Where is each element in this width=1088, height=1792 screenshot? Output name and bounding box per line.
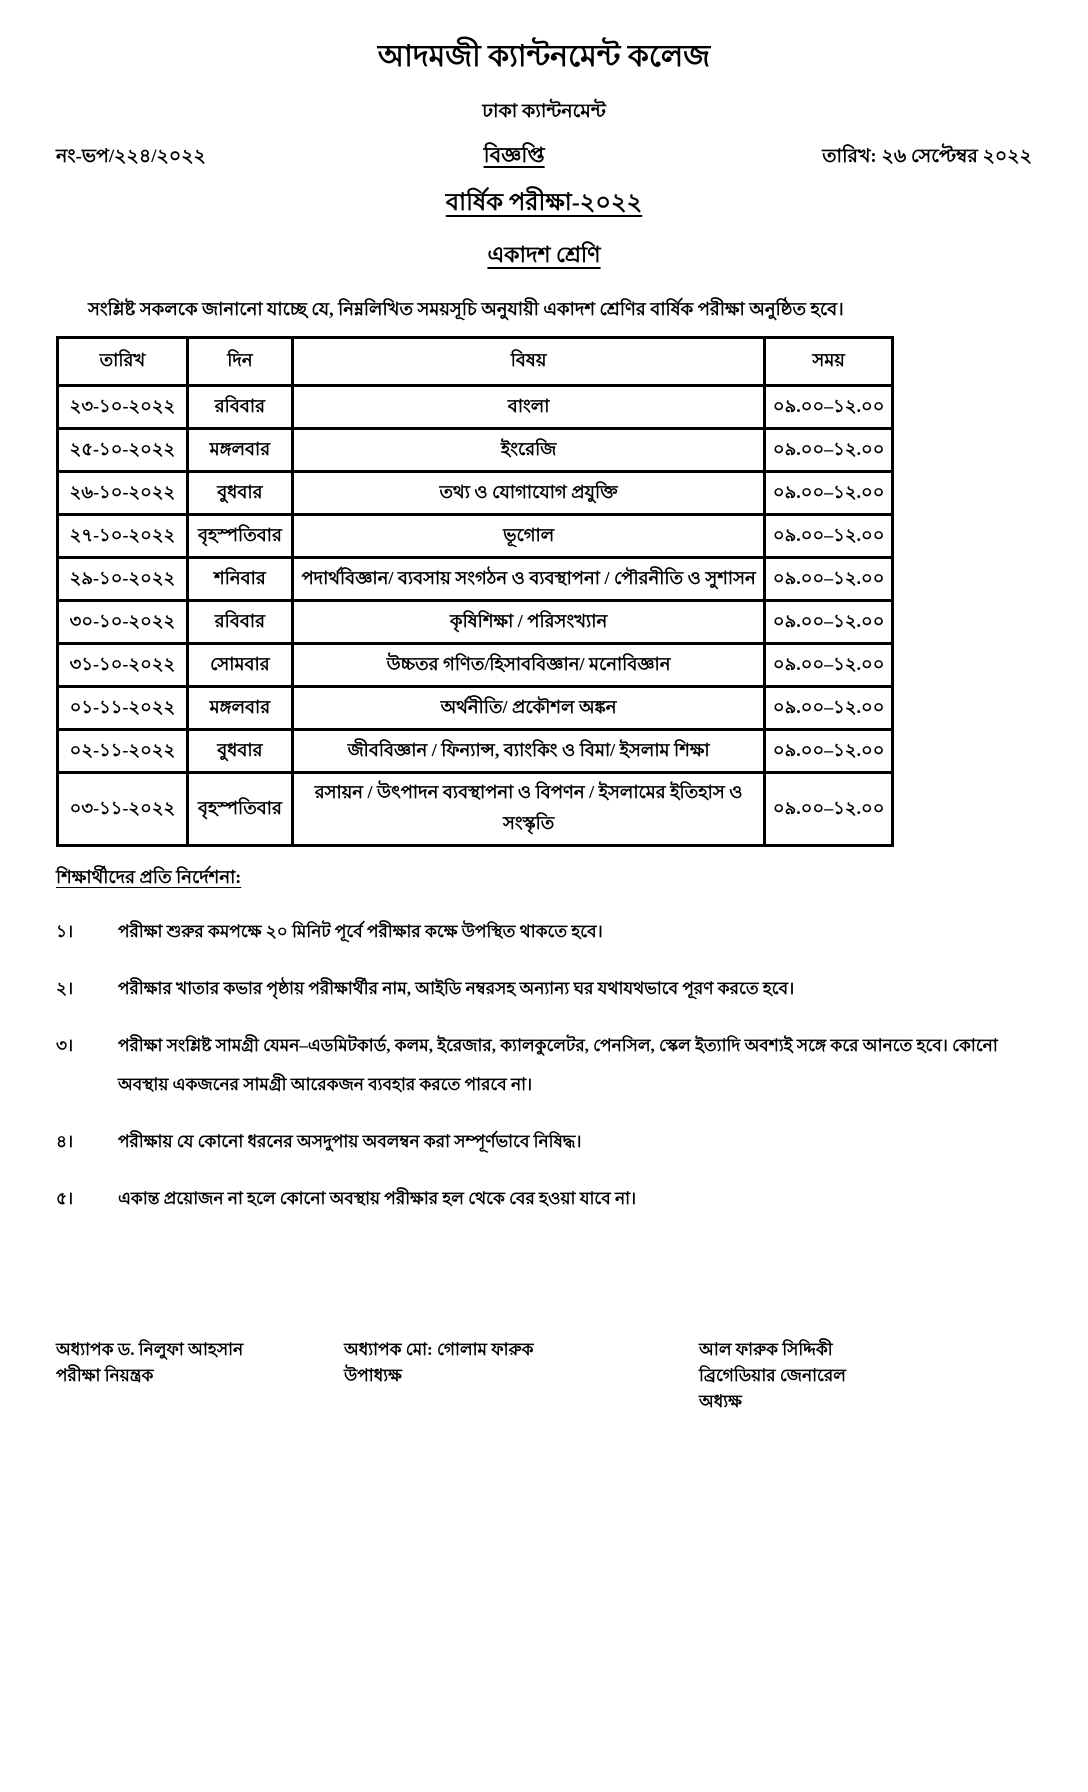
signature-exam-controller bbox=[56, 1337, 344, 1416]
instruction-number: ১। bbox=[56, 922, 74, 941]
column-header-day: দিন bbox=[187, 338, 292, 386]
signatory-title: অধ্যক্ষ bbox=[699, 1392, 742, 1412]
instruction-number: ৪। bbox=[56, 1132, 74, 1152]
cell-date: ২৩-১০-২০২২ bbox=[58, 386, 188, 429]
cell-time: ০৯.০০–১২.০০ bbox=[765, 515, 893, 558]
cell-time: ০৯.০০–১২.০০ bbox=[765, 601, 893, 644]
cell-date: ৩১-১০-২০২২ bbox=[58, 644, 188, 687]
table-row bbox=[58, 601, 893, 644]
exam-title: বার্ষিক পরীক্ষা-২০২২ bbox=[445, 190, 643, 216]
signatory-name: অধ্যাপক মো: গোলাম ফারুক bbox=[344, 1339, 534, 1359]
instructions-heading: শিক্ষার্থীদের প্রতি নির্দেশনা: bbox=[56, 867, 242, 887]
cell-subject: তথ্য ও যোগাযোগ প্রযুক্তি bbox=[292, 472, 764, 515]
instruction-text: পরীক্ষা শুরুর কমপক্ষে ২০ মিনিট পূর্বে পরীক্ষার কক্ষে উপস্থিত থাকতে হবে। bbox=[118, 922, 603, 941]
column-header-date: তারিখ bbox=[58, 338, 188, 386]
cell-date: ০১-১১-২০২২ bbox=[58, 687, 188, 730]
cell-time: ০৯.০০–১২.০০ bbox=[765, 687, 893, 730]
list-item bbox=[56, 1179, 1032, 1218]
signature-section bbox=[56, 1337, 1032, 1416]
table-row bbox=[58, 386, 893, 429]
cell-subject: কৃষিশিক্ষা / পরিসংখ্যান bbox=[292, 601, 764, 644]
instruction-text: পরীক্ষায় যে কোনো ধরনের অসদুপায় অবলম্বন করা সম্পূর্ণভাবে নিষিদ্ধ। bbox=[118, 1132, 582, 1152]
signatory-title: উপাধ্যক্ষ bbox=[344, 1365, 402, 1385]
cell-day: মঙ্গলবার bbox=[187, 429, 292, 472]
memo-row bbox=[56, 139, 1032, 174]
cell-subject: উচ্চতর গণিত/হিসাববিজ্ঞান/ মনোবিজ্ঞান bbox=[292, 644, 764, 687]
cell-day: রবিবার bbox=[187, 386, 292, 429]
signature-vice-principal bbox=[344, 1337, 699, 1416]
college-location: ঢাকা ক্যান্টনমেন্ট bbox=[482, 101, 606, 122]
table-row bbox=[58, 472, 893, 515]
cell-subject: ইংরেজি bbox=[292, 429, 764, 472]
cell-date: ৩০-১০-২০২২ bbox=[58, 601, 188, 644]
cell-date: ২৬-১০-২০২২ bbox=[58, 472, 188, 515]
list-item bbox=[56, 969, 1032, 1008]
table-header-row bbox=[58, 338, 893, 386]
table-row bbox=[58, 515, 893, 558]
notice-date: তারিখ: ২৬ সেপ্টেম্বর ২০২২ bbox=[822, 146, 1032, 167]
instruction-number: ৫। bbox=[56, 1189, 74, 1209]
cell-day: বুধবার bbox=[187, 730, 292, 773]
cell-day: মঙ্গলবার bbox=[187, 687, 292, 730]
cell-time: ০৯.০০–১২.০০ bbox=[765, 558, 893, 601]
instructions-section bbox=[56, 863, 1032, 1219]
column-header-time: সময় bbox=[765, 338, 893, 386]
cell-date: ২৭-১০-২০২২ bbox=[58, 515, 188, 558]
instruction-number: ২। bbox=[56, 979, 74, 999]
cell-subject: রসায়ন / উৎপাদন ব্যবস্থাপনা ও বিপণন / ইসলামের ইতিহাস ও সংস্কৃতি bbox=[292, 773, 764, 846]
cell-time: ০৯.০০–১২.০০ bbox=[765, 429, 893, 472]
table-row bbox=[58, 687, 893, 730]
cell-date: ২৯-১০-২০২২ bbox=[58, 558, 188, 601]
cell-day: বৃহস্পতিবার bbox=[187, 773, 292, 846]
cell-subject: জীববিজ্ঞান / ফিন্যান্স, ব্যাংকিং ও বিমা/ ইসলাম শিক্ষা bbox=[292, 730, 764, 773]
instruction-text: পরীক্ষা সংশ্লিষ্ট সামগ্রী যেমন–এডমিটকার্ড, কলম, ইরেজার, ক্যালকুলেটর, পেনসিল, স্কেল ইত্যাদি অবশ্যই সঙ্গে করে আনতে হবে। কোনো অবস্থায় একজনের সামগ্রী আরেকজন ব্যবহার করতে পারবে না। bbox=[118, 1036, 998, 1095]
list-item bbox=[56, 912, 1032, 951]
notice-label: বিজ্ঞপ্তি bbox=[483, 143, 545, 167]
cell-day: সোমবার bbox=[187, 644, 292, 687]
cell-subject: অর্থনীতি/ প্রকৌশল অঙ্কন bbox=[292, 687, 764, 730]
cell-subject: বাংলা bbox=[292, 386, 764, 429]
cell-date: ০২-১১-২০২২ bbox=[58, 730, 188, 773]
cell-time: ০৯.০০–১২.০০ bbox=[765, 644, 893, 687]
instruction-number: ৩। bbox=[56, 1036, 74, 1056]
cell-date: ০৩-১১-২০২২ bbox=[58, 773, 188, 846]
signatory-title: পরীক্ষা নিয়ন্ত্রক bbox=[56, 1365, 154, 1385]
signatory-name: অধ্যাপক ড. নিলুফা আহসান bbox=[56, 1339, 244, 1359]
cell-day: শনিবার bbox=[187, 558, 292, 601]
cell-time: ০৯.০০–১২.০০ bbox=[765, 730, 893, 773]
cell-time: ০৯.০০–১২.০০ bbox=[765, 773, 893, 846]
table-row bbox=[58, 429, 893, 472]
table-row bbox=[58, 558, 893, 601]
cell-day: রবিবার bbox=[187, 601, 292, 644]
instruction-text: একান্ত প্রয়োজন না হলে কোনো অবস্থায় পরীক্ষার হল থেকে বের হওয়া যাবে না। bbox=[118, 1189, 637, 1209]
signature-principal bbox=[699, 1337, 989, 1416]
cell-day: বৃহস্পতিবার bbox=[187, 515, 292, 558]
cell-time: ০৯.০০–১২.০০ bbox=[765, 386, 893, 429]
exam-schedule-table bbox=[56, 336, 894, 847]
signatory-name: আল ফারুক সিদ্দিকী bbox=[699, 1339, 833, 1359]
intro-paragraph: সংশ্লিষ্ট সকলকে জানানো যাচ্ছে যে, নিম্নলিখিত সময়সূচি অনুযায়ী একাদশ শ্রেণির বার্ষিক পরীক্ষা অনুষ্ঠিত হবে। bbox=[88, 299, 844, 319]
class-title: একাদশ শ্রেণি bbox=[487, 242, 601, 267]
cell-date: ২৫-১০-২০২২ bbox=[58, 429, 188, 472]
college-name: আদমজী ক্যান্টনমেন্ট কলেজ bbox=[377, 40, 711, 73]
cell-time: ০৯.০০–১২.০০ bbox=[765, 472, 893, 515]
list-item bbox=[56, 1026, 1032, 1104]
table-row bbox=[58, 644, 893, 687]
cell-subject: পদার্থবিজ্ঞান/ ব্যবসায় সংগঠন ও ব্যবস্থাপনা / পৌরনীতি ও সুশাসন bbox=[292, 558, 764, 601]
table-row bbox=[58, 773, 893, 846]
table-row bbox=[58, 730, 893, 773]
list-item bbox=[56, 1122, 1032, 1161]
cell-subject: ভূগোল bbox=[292, 515, 764, 558]
cell-day: বুধবার bbox=[187, 472, 292, 515]
instruction-text: পরীক্ষার খাতার কভার পৃষ্ঠায় পরীক্ষার্থীর নাম, আইডি নম্বরসহ অন্যান্য ঘর যথাযথভাবে পূরণ করতে হবে। bbox=[118, 979, 795, 999]
signatory-rank: ব্রিগেডিয়ার জেনারেল bbox=[699, 1365, 846, 1385]
column-header-subject: বিষয় bbox=[292, 338, 764, 386]
memo-number: নং-ভপ/২২৪/২০২২ bbox=[56, 146, 206, 167]
